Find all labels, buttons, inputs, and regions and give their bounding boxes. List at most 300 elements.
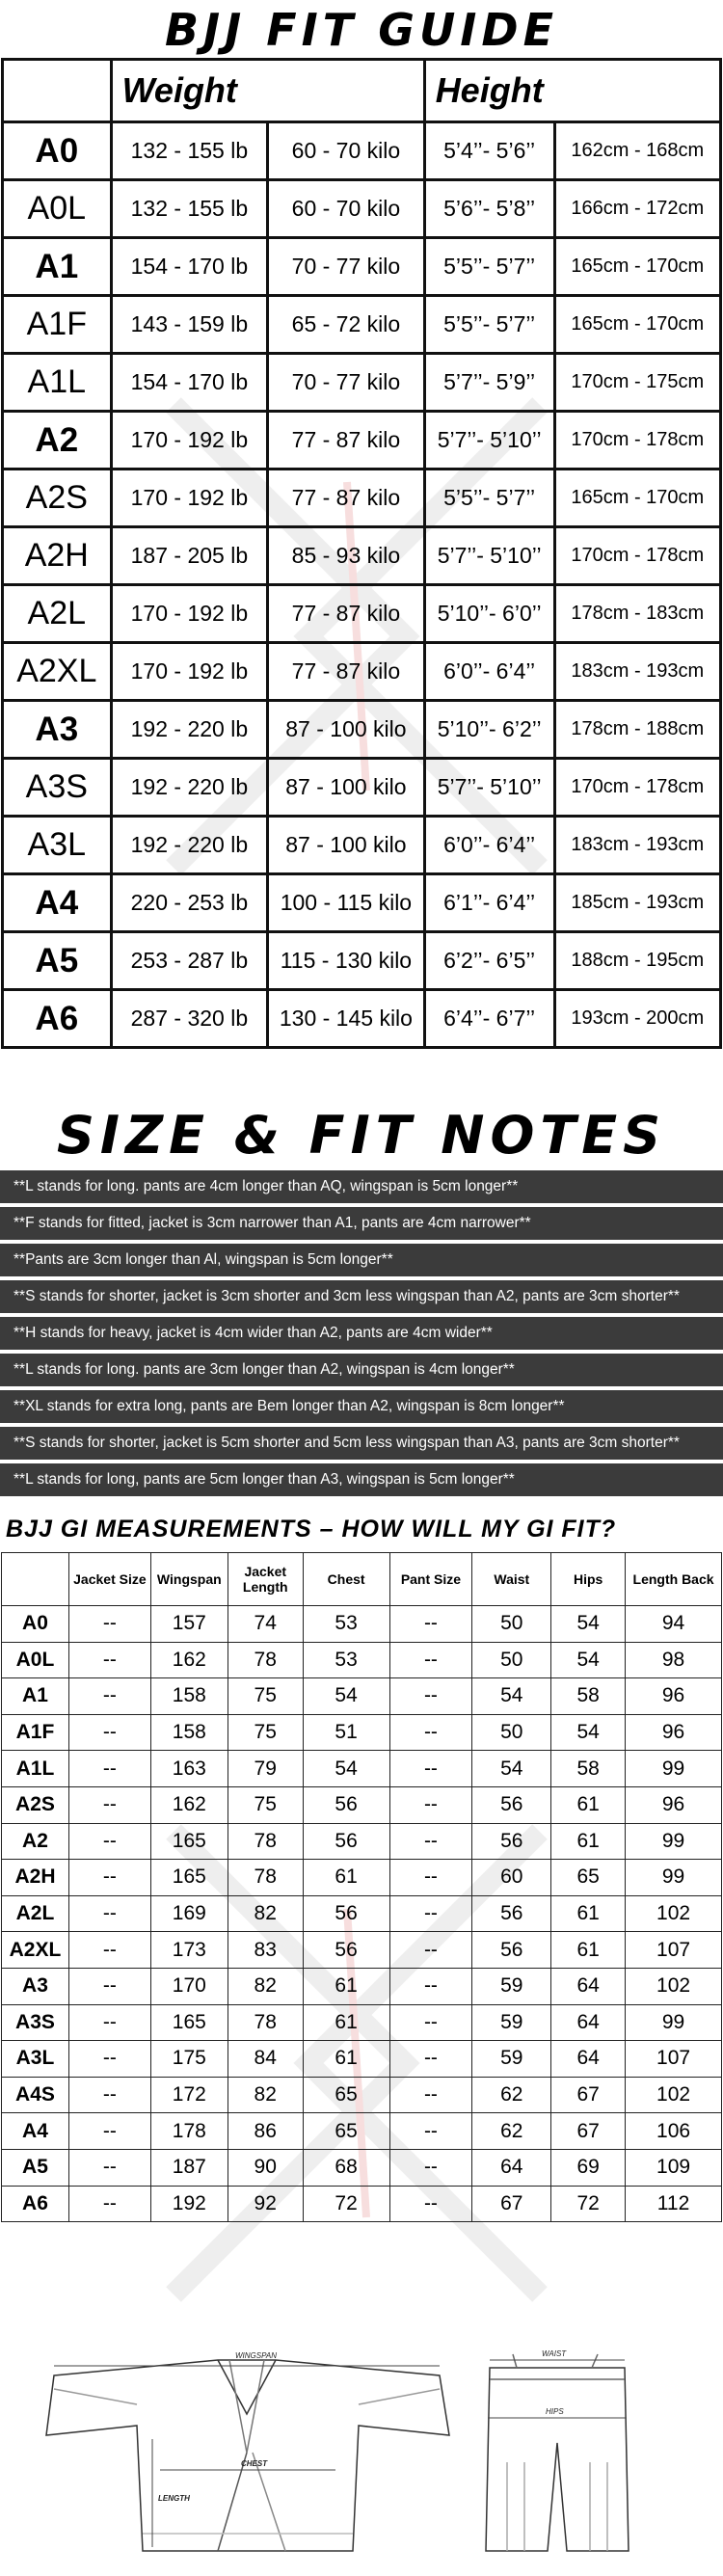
- weight-kg-cell: 77 - 87 kilo: [268, 412, 425, 470]
- measurements-value-cell: --: [68, 1895, 150, 1932]
- measurements-value-cell: 157: [150, 1606, 228, 1643]
- height-ft-cell: 5’7’’- 5’10’’: [424, 759, 554, 817]
- weight-lb-cell: 187 - 205 lb: [111, 527, 268, 585]
- wingspan-label: WINGSPAN: [235, 2351, 277, 2360]
- measurements-value-cell: 86: [228, 2113, 303, 2150]
- measurements-value-cell: --: [389, 1823, 472, 1860]
- fit-guide-row: [3, 817, 721, 874]
- height-cm-cell: 170cm - 178cm: [554, 759, 720, 817]
- fit-guide-title: BJJ FIT GUIDE: [164, 4, 559, 56]
- weight-kg-cell: 115 - 130 kilo: [268, 932, 425, 990]
- measurements-value-cell: 102: [626, 2077, 722, 2113]
- measurements-row: [2, 2186, 722, 2222]
- height-cm-cell: 193cm - 200cm: [554, 990, 720, 1048]
- measurements-row: [2, 1751, 722, 1787]
- measurements-value-cell: 99: [626, 1751, 722, 1787]
- measurements-value-cell: --: [68, 1678, 150, 1715]
- measurements-value-cell: 82: [228, 2077, 303, 2113]
- measurements-value-cell: 61: [551, 1895, 626, 1932]
- size-cell: A5: [3, 932, 112, 990]
- weight-kg-cell: 87 - 100 kilo: [268, 701, 425, 759]
- measurements-value-cell: 61: [303, 1968, 389, 2004]
- length-label: LENGTH: [158, 2494, 190, 2503]
- measurements-value-cell: 178: [150, 2113, 228, 2150]
- fit-guide-table: [1, 58, 722, 1049]
- pants-outline-icon: [486, 2354, 629, 2551]
- measurements-row: [2, 1606, 722, 1643]
- fit-notes-title: SIZE & FIT NOTES: [56, 1105, 667, 1166]
- measurements-value-cell: 165: [150, 1860, 228, 1896]
- measurements-value-cell: --: [68, 1860, 150, 1896]
- measurements-value-cell: 64: [472, 2149, 551, 2186]
- measurements-value-cell: 102: [626, 1895, 722, 1932]
- fit-guide-row: [3, 874, 721, 932]
- measurements-value-cell: 109: [626, 2149, 722, 2186]
- measurements-column-header: Chest: [303, 1553, 389, 1606]
- measurements-value-cell: --: [68, 1968, 150, 2004]
- fit-note: **H stands for heavy, jacket is 4cm wider than A2, pants are 4cm wider**: [0, 1317, 723, 1350]
- measurements-row: [2, 2077, 722, 2113]
- fit-guide-row: [3, 180, 721, 238]
- measurements-title: BJJ GI MEASUREMENTS – HOW WILL MY GI FIT?: [6, 1516, 617, 1543]
- size-cell: A2L: [3, 585, 112, 643]
- height-cm-cell: 165cm - 170cm: [554, 470, 720, 527]
- measurements-value-cell: 54: [551, 1714, 626, 1751]
- fit-note: **Pants are 3cm longer than Al, wingspan is 5cm longer**: [0, 1244, 723, 1276]
- measurements-value-cell: --: [389, 2041, 472, 2078]
- measurements-row: [2, 1786, 722, 1823]
- fit-guide-row: [3, 412, 721, 470]
- weight-kg-cell: 130 - 145 kilo: [268, 990, 425, 1048]
- measurements-value-cell: --: [389, 2077, 472, 2113]
- weight-lb-cell: 253 - 287 lb: [111, 932, 268, 990]
- measurements-value-cell: 56: [303, 1823, 389, 1860]
- measurements-value-cell: 94: [626, 1606, 722, 1643]
- measurements-size-cell: A3: [2, 1968, 69, 2004]
- fit-note: **F stands for fitted, jacket is 3cm narrower than A1, pants are 4cm narrower**: [0, 1207, 723, 1240]
- measurements-value-cell: 78: [228, 2004, 303, 2041]
- weight-kg-cell: 100 - 115 kilo: [268, 874, 425, 932]
- measurements-value-cell: --: [68, 2186, 150, 2222]
- measurements-value-cell: 62: [472, 2113, 551, 2150]
- measurements-value-cell: 67: [472, 2186, 551, 2222]
- fit-guide-row: [3, 527, 721, 585]
- weight-kg-cell: 60 - 70 kilo: [268, 122, 425, 180]
- measurements-column-header: [2, 1553, 69, 1606]
- weight-header: Weight: [111, 60, 424, 122]
- measurements-column-header: Jacket Size: [68, 1553, 150, 1606]
- measurements-value-cell: 54: [551, 1642, 626, 1678]
- height-ft-cell: 6’0’’- 6’4’’: [424, 817, 554, 874]
- measurements-column-header: Waist: [472, 1553, 551, 1606]
- weight-kg-cell: 60 - 70 kilo: [268, 180, 425, 238]
- fit-guide-row: [3, 585, 721, 643]
- measurements-value-cell: --: [389, 2186, 472, 2222]
- size-cell: A3S: [3, 759, 112, 817]
- measurements-size-cell: A4S: [2, 2077, 69, 2113]
- measurements-row: [2, 1932, 722, 1969]
- measurements-row: [2, 2149, 722, 2186]
- fit-guide-row: [3, 470, 721, 527]
- measurements-size-cell: A1: [2, 1678, 69, 1715]
- measurements-value-cell: 82: [228, 1895, 303, 1932]
- weight-lb-cell: 154 - 170 lb: [111, 354, 268, 412]
- measurements-value-cell: 90: [228, 2149, 303, 2186]
- fit-note: **XL stands for extra long, pants are Bem longer than A2, wingspan is 8cm longer**: [0, 1390, 723, 1423]
- height-ft-cell: 6’1’’- 6’4’’: [424, 874, 554, 932]
- height-cm-cell: 178cm - 188cm: [554, 701, 720, 759]
- height-header: Height: [424, 60, 720, 122]
- height-ft-cell: 5’6’’- 5’8’’: [424, 180, 554, 238]
- size-cell: A6: [3, 990, 112, 1048]
- height-ft-cell: 5’5’’- 5’7’’: [424, 238, 554, 296]
- measurements-row: [2, 2113, 722, 2150]
- measurements-value-cell: --: [389, 1860, 472, 1896]
- measurements-value-cell: --: [68, 1932, 150, 1969]
- height-cm-cell: 166cm - 172cm: [554, 180, 720, 238]
- measurements-size-cell: A1F: [2, 1714, 69, 1751]
- height-ft-cell: 5’5’’- 5’7’’: [424, 296, 554, 354]
- measurements-value-cell: 62: [472, 2077, 551, 2113]
- measurements-value-cell: 53: [303, 1642, 389, 1678]
- height-cm-cell: 188cm - 195cm: [554, 932, 720, 990]
- measurements-value-cell: 56: [472, 1895, 551, 1932]
- size-cell: A0: [3, 122, 112, 180]
- size-cell: A3L: [3, 817, 112, 874]
- measurements-value-cell: 58: [551, 1678, 626, 1715]
- height-ft-cell: 5’10’’- 6’0’’: [424, 585, 554, 643]
- height-ft-cell: 5’7’’- 5’10’’: [424, 527, 554, 585]
- measurements-value-cell: 56: [303, 1786, 389, 1823]
- measurements-value-cell: 79: [228, 1751, 303, 1787]
- size-cell: A1F: [3, 296, 112, 354]
- measurements-row: [2, 2004, 722, 2041]
- weight-lb-cell: 170 - 192 lb: [111, 470, 268, 527]
- measurements-value-cell: 83: [228, 1932, 303, 1969]
- measurements-value-cell: 64: [551, 1968, 626, 2004]
- measurements-value-cell: --: [68, 1606, 150, 1643]
- height-cm-cell: 170cm - 175cm: [554, 354, 720, 412]
- measurements-size-cell: A6: [2, 2186, 69, 2222]
- measurements-value-cell: 187: [150, 2149, 228, 2186]
- weight-lb-cell: 170 - 192 lb: [111, 412, 268, 470]
- measurements-value-cell: 53: [303, 1606, 389, 1643]
- height-ft-cell: 6’0’’- 6’4’’: [424, 643, 554, 701]
- measurements-value-cell: 61: [303, 2004, 389, 2041]
- chest-label: CHEST: [241, 2459, 268, 2468]
- height-ft-cell: 5’7’’- 5’10’’: [424, 412, 554, 470]
- measurements-value-cell: 58: [551, 1751, 626, 1787]
- measurements-value-cell: 69: [551, 2149, 626, 2186]
- weight-lb-cell: 132 - 155 lb: [111, 122, 268, 180]
- weight-lb-cell: 143 - 159 lb: [111, 296, 268, 354]
- weight-lb-cell: 220 - 253 lb: [111, 874, 268, 932]
- measurements-value-cell: 102: [626, 1968, 722, 2004]
- fit-guide-header-row: [3, 60, 721, 122]
- measurements-value-cell: 56: [303, 1895, 389, 1932]
- measurements-value-cell: 54: [303, 1678, 389, 1715]
- height-cm-cell: 165cm - 170cm: [554, 238, 720, 296]
- measurements-value-cell: 162: [150, 1786, 228, 1823]
- measurements-row: [2, 1642, 722, 1678]
- weight-lb-cell: 170 - 192 lb: [111, 643, 268, 701]
- weight-kg-cell: 87 - 100 kilo: [268, 817, 425, 874]
- measurements-value-cell: 75: [228, 1786, 303, 1823]
- measurements-value-cell: 59: [472, 2004, 551, 2041]
- measurements-value-cell: --: [389, 1678, 472, 1715]
- measurements-value-cell: 173: [150, 1932, 228, 1969]
- measurements-value-cell: --: [68, 1823, 150, 1860]
- measurements-row: [2, 1823, 722, 1860]
- measurements-value-cell: 61: [551, 1823, 626, 1860]
- measurements-value-cell: 162: [150, 1642, 228, 1678]
- measurements-value-cell: 56: [472, 1786, 551, 1823]
- measurements-row: [2, 1678, 722, 1715]
- measurements-value-cell: 54: [472, 1751, 551, 1787]
- weight-lb-cell: 192 - 220 lb: [111, 759, 268, 817]
- measurements-value-cell: --: [389, 1642, 472, 1678]
- waist-label: WAIST: [542, 2349, 567, 2358]
- gi-measurement-illustration: [35, 2347, 688, 2557]
- measurements-value-cell: 65: [551, 1860, 626, 1896]
- measurements-size-cell: A0L: [2, 1642, 69, 1678]
- weight-lb-cell: 192 - 220 lb: [111, 817, 268, 874]
- measurements-size-cell: A2XL: [2, 1932, 69, 1969]
- measurements-value-cell: 51: [303, 1714, 389, 1751]
- size-cell: A2S: [3, 470, 112, 527]
- size-cell: A2XL: [3, 643, 112, 701]
- measurements-value-cell: --: [68, 2004, 150, 2041]
- measurements-row: [2, 2041, 722, 2078]
- fit-note: **L stands for long, pants are 5cm longer than A3, wingspan is 5cm longer**: [0, 1463, 723, 1496]
- measurements-table: [1, 1552, 722, 2222]
- measurements-value-cell: --: [68, 1751, 150, 1787]
- height-cm-cell: 162cm - 168cm: [554, 122, 720, 180]
- measurements-row: [2, 1968, 722, 2004]
- measurements-size-cell: A2H: [2, 1860, 69, 1896]
- fit-guide-row: [3, 122, 721, 180]
- measurements-value-cell: 192: [150, 2186, 228, 2222]
- measurements-value-cell: 61: [551, 1932, 626, 1969]
- measurements-value-cell: 98: [626, 1642, 722, 1678]
- fit-guide-corner-cell: [3, 60, 112, 122]
- measurements-value-cell: --: [389, 1751, 472, 1787]
- size-cell: A2: [3, 412, 112, 470]
- height-cm-cell: 183cm - 193cm: [554, 817, 720, 874]
- measurements-value-cell: 78: [228, 1860, 303, 1896]
- fit-guide-row: [3, 932, 721, 990]
- measurements-value-cell: 75: [228, 1714, 303, 1751]
- measurements-value-cell: 78: [228, 1642, 303, 1678]
- measurements-value-cell: --: [389, 1714, 472, 1751]
- measurements-value-cell: 107: [626, 1932, 722, 1969]
- measurements-value-cell: 64: [551, 2004, 626, 2041]
- measurements-value-cell: 64: [551, 2041, 626, 2078]
- measurements-value-cell: 158: [150, 1678, 228, 1715]
- measurements-size-cell: A2: [2, 1823, 69, 1860]
- fit-note: **L stands for long. pants are 3cm longer than A2, wingspan is 4cm longer**: [0, 1354, 723, 1386]
- measurements-column-header: Pant Size: [389, 1553, 472, 1606]
- measurements-value-cell: 75: [228, 1678, 303, 1715]
- measurements-value-cell: 59: [472, 2041, 551, 2078]
- measurements-row: [2, 1895, 722, 1932]
- measurements-value-cell: 78: [228, 1823, 303, 1860]
- weight-kg-cell: 77 - 87 kilo: [268, 470, 425, 527]
- weight-lb-cell: 154 - 170 lb: [111, 238, 268, 296]
- measurements-value-cell: 50: [472, 1642, 551, 1678]
- height-ft-cell: 5’7’’- 5’9’’: [424, 354, 554, 412]
- measurements-value-cell: 99: [626, 1860, 722, 1896]
- measurements-column-header: Length Back: [626, 1553, 722, 1606]
- weight-kg-cell: 77 - 87 kilo: [268, 643, 425, 701]
- weight-kg-cell: 85 - 93 kilo: [268, 527, 425, 585]
- fit-guide-row: [3, 643, 721, 701]
- fit-guide-row: [3, 759, 721, 817]
- measurements-value-cell: 72: [551, 2186, 626, 2222]
- measurements-value-cell: --: [68, 1642, 150, 1678]
- measurements-value-cell: --: [68, 2149, 150, 2186]
- measurements-value-cell: 163: [150, 1751, 228, 1787]
- measurements-value-cell: 172: [150, 2077, 228, 2113]
- height-ft-cell: 5’10’’- 6’2’’: [424, 701, 554, 759]
- measurements-size-cell: A5: [2, 2149, 69, 2186]
- measurements-value-cell: --: [389, 1932, 472, 1969]
- measurements-value-cell: 61: [551, 1786, 626, 1823]
- size-cell: A2H: [3, 527, 112, 585]
- measurements-value-cell: 61: [303, 1860, 389, 1896]
- measurements-value-cell: 54: [551, 1606, 626, 1643]
- size-cell: A0L: [3, 180, 112, 238]
- measurements-value-cell: 107: [626, 2041, 722, 2078]
- measurements-value-cell: 67: [551, 2077, 626, 2113]
- measurements-value-cell: 74: [228, 1606, 303, 1643]
- measurements-value-cell: 68: [303, 2149, 389, 2186]
- measurements-value-cell: 158: [150, 1714, 228, 1751]
- size-cell: A1L: [3, 354, 112, 412]
- height-cm-cell: 183cm - 193cm: [554, 643, 720, 701]
- measurements-size-cell: A2S: [2, 1786, 69, 1823]
- measurements-size-cell: A4: [2, 2113, 69, 2150]
- weight-kg-cell: 77 - 87 kilo: [268, 585, 425, 643]
- measurements-value-cell: 67: [551, 2113, 626, 2150]
- measurements-value-cell: --: [68, 1786, 150, 1823]
- size-cell: A4: [3, 874, 112, 932]
- size-cell: A1: [3, 238, 112, 296]
- measurements-value-cell: 170: [150, 1968, 228, 2004]
- fit-guide-row: [3, 701, 721, 759]
- jacket-outline-icon: [46, 2360, 449, 2551]
- height-ft-cell: 6’4’’- 6’7’’: [424, 990, 554, 1048]
- fit-note: **S stands for shorter, jacket is 3cm shorter and 3cm less wingspan than A2, pants are 3cm shorter**: [0, 1280, 723, 1313]
- measurements-value-cell: 50: [472, 1714, 551, 1751]
- measurements-value-cell: --: [389, 1786, 472, 1823]
- measurements-value-cell: 96: [626, 1714, 722, 1751]
- measurements-value-cell: 72: [303, 2186, 389, 2222]
- measurements-size-cell: A1L: [2, 1751, 69, 1787]
- weight-kg-cell: 70 - 77 kilo: [268, 354, 425, 412]
- weight-lb-cell: 132 - 155 lb: [111, 180, 268, 238]
- fit-guide-row: [3, 238, 721, 296]
- height-cm-cell: 165cm - 170cm: [554, 296, 720, 354]
- measurements-value-cell: 84: [228, 2041, 303, 2078]
- weight-kg-cell: 87 - 100 kilo: [268, 759, 425, 817]
- measurements-value-cell: 112: [626, 2186, 722, 2222]
- weight-lb-cell: 287 - 320 lb: [111, 990, 268, 1048]
- fit-guide-row: [3, 296, 721, 354]
- weight-lb-cell: 170 - 192 lb: [111, 585, 268, 643]
- measurements-value-cell: --: [389, 2149, 472, 2186]
- fit-guide-row: [3, 990, 721, 1048]
- measurements-value-cell: 61: [303, 2041, 389, 2078]
- measurements-value-cell: 56: [472, 1823, 551, 1860]
- measurements-value-cell: --: [68, 2077, 150, 2113]
- measurements-value-cell: 59: [472, 1968, 551, 2004]
- measurements-value-cell: --: [389, 2004, 472, 2041]
- hips-label: HIPS: [546, 2407, 564, 2416]
- measurements-value-cell: 92: [228, 2186, 303, 2222]
- measurements-value-cell: --: [68, 1714, 150, 1751]
- measurements-value-cell: 54: [472, 1678, 551, 1715]
- measurements-value-cell: 54: [303, 1751, 389, 1787]
- size-cell: A3: [3, 701, 112, 759]
- measurements-value-cell: 50: [472, 1606, 551, 1643]
- measurements-size-cell: A3S: [2, 2004, 69, 2041]
- measurements-value-cell: 165: [150, 1823, 228, 1860]
- weight-lb-cell: 192 - 220 lb: [111, 701, 268, 759]
- measurements-value-cell: 175: [150, 2041, 228, 2078]
- measurements-column-header: Jacket Length: [228, 1553, 303, 1606]
- measurements-value-cell: 65: [303, 2113, 389, 2150]
- fit-guide-row: [3, 354, 721, 412]
- weight-kg-cell: 65 - 72 kilo: [268, 296, 425, 354]
- measurements-value-cell: 165: [150, 2004, 228, 2041]
- height-ft-cell: 6’2’’- 6’5’’: [424, 932, 554, 990]
- height-ft-cell: 5’5’’- 5’7’’: [424, 470, 554, 527]
- height-cm-cell: 178cm - 183cm: [554, 585, 720, 643]
- measurements-row: [2, 1860, 722, 1896]
- measurements-size-cell: A3L: [2, 2041, 69, 2078]
- measurements-value-cell: 96: [626, 1786, 722, 1823]
- measurements-value-cell: 99: [626, 2004, 722, 2041]
- measurements-value-cell: 60: [472, 1860, 551, 1896]
- measurements-value-cell: 99: [626, 1823, 722, 1860]
- measurements-column-header: Hips: [551, 1553, 626, 1606]
- fit-note: **S stands for shorter, jacket is 5cm shorter and 5cm less wingspan than A3, pants are 3cm shorter**: [0, 1427, 723, 1460]
- measurements-value-cell: 56: [303, 1932, 389, 1969]
- measurements-size-cell: A2L: [2, 1895, 69, 1932]
- height-ft-cell: 5’4’’- 5’6’’: [424, 122, 554, 180]
- fit-note: **L stands for long. pants are 4cm longer than AQ, wingspan is 5cm longer**: [0, 1170, 723, 1203]
- measurements-header-row: [2, 1553, 722, 1606]
- measurements-value-cell: --: [389, 1895, 472, 1932]
- measurements-value-cell: 96: [626, 1678, 722, 1715]
- measurements-value-cell: --: [389, 1606, 472, 1643]
- measurements-value-cell: --: [68, 2113, 150, 2150]
- measurements-value-cell: --: [389, 2113, 472, 2150]
- measurements-value-cell: --: [389, 1968, 472, 2004]
- measurements-value-cell: 56: [472, 1932, 551, 1969]
- measurements-value-cell: --: [68, 2041, 150, 2078]
- measurements-size-cell: A0: [2, 1606, 69, 1643]
- measurements-value-cell: 106: [626, 2113, 722, 2150]
- height-cm-cell: 185cm - 193cm: [554, 874, 720, 932]
- measurements-value-cell: 82: [228, 1968, 303, 2004]
- height-cm-cell: 170cm - 178cm: [554, 412, 720, 470]
- fit-notes-list: [0, 1170, 723, 1500]
- measurements-column-header: Wingspan: [150, 1553, 228, 1606]
- weight-kg-cell: 70 - 77 kilo: [268, 238, 425, 296]
- measurements-row: [2, 1714, 722, 1751]
